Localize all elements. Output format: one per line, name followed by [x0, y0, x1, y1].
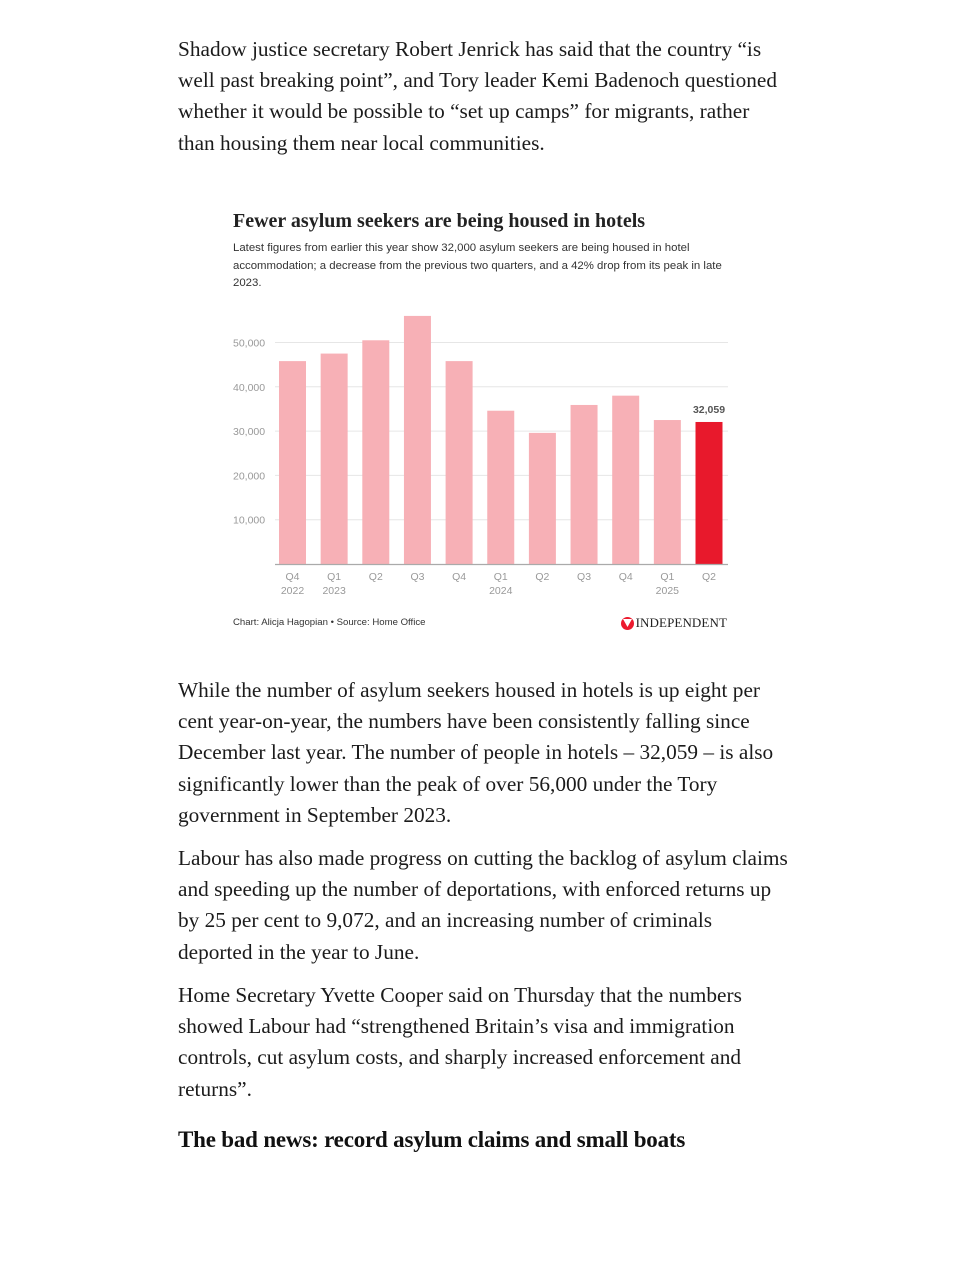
x-tick-year-label: 2024	[489, 585, 513, 597]
bar	[696, 422, 723, 564]
x-tick-label: Q4	[618, 571, 633, 583]
paragraph: Shadow justice secretary Robert Jenrick has said that the country “is well past breaking point”, and Tory leader Kemi Badenoch questioned whether it would be possible to “set up camps” for migrants, rather than housing them near local communities.	[178, 37, 777, 155]
y-tick-label: 50,000	[233, 337, 266, 350]
independent-eagle-icon	[621, 617, 634, 630]
bar	[321, 354, 348, 564]
paragraph: While the number of asylum seekers housed in hotels is up eight per cent year-on-year, the numbers have been consistently falling since December last year. The number of people in hotels – 32,059 – is also significantly lower than the peak of over 56,000 under the Tory government in September 2023.	[178, 678, 774, 827]
data-label: 32,059	[692, 403, 726, 416]
bar	[612, 396, 639, 564]
y-tick-label: 10,000	[233, 514, 266, 527]
y-tick-label: 30,000	[233, 426, 266, 439]
x-tick-label: Q3	[410, 571, 425, 583]
x-tick-label: Q2	[701, 571, 717, 583]
bar	[529, 433, 556, 564]
bar	[654, 420, 681, 564]
paragraph: Home Secretary Yvette Cooper said on Thursday that the numbers showed Labour had “strengthened Britain’s visa and immigration controls, cut asylum costs, and sharply increased enforcement and returns”.	[178, 983, 742, 1101]
brand-logo	[621, 615, 727, 631]
bar	[487, 411, 514, 564]
chart-title: Fewer asylum seekers are being housed in hotels	[233, 210, 646, 232]
brand-name: INDEPENDENT	[635, 615, 727, 630]
y-tick-label: 40,000	[233, 381, 266, 394]
x-tick-label: Q1	[660, 571, 675, 583]
chart-credit: Chart: Alicja Hagopian • Source: Home Office	[233, 617, 426, 628]
bar	[404, 316, 431, 564]
bar	[571, 405, 598, 564]
x-tick-label: Q3	[577, 571, 592, 583]
x-tick-label: Q1	[493, 571, 508, 583]
x-tick-label: Q2	[535, 571, 550, 583]
x-tick-label: Q4	[285, 571, 300, 583]
x-tick-year-label: 2023	[322, 585, 346, 597]
bar-chart	[233, 206, 733, 636]
paragraph: Labour has also made progress on cutting the backlog of asylum claims and speeding up the number of deportations, with enforced returns up by 25 per cent to 9,072, and an increasing number of criminals deported in the year to June.	[178, 846, 788, 964]
section-subheading: The bad news: record asylum claims and small boats	[178, 1127, 686, 1152]
bar	[279, 361, 306, 564]
chart-subtitle: Latest figures from earlier this year show 32,000 asylum seekers are being housed in hotel accommodation; a decrease from the previous two quarters, and a 42% drop from its peak in late 2023.	[233, 242, 722, 289]
x-tick-year-label: 2022	[280, 585, 305, 597]
y-tick-label: 20,000	[233, 470, 266, 483]
x-tick-label: Q2	[368, 571, 383, 583]
bar	[446, 361, 473, 564]
bar	[362, 340, 389, 564]
x-tick-year-label: 2025	[655, 585, 680, 597]
x-tick-label: Q1	[327, 571, 342, 583]
chart-plot	[233, 206, 733, 636]
x-tick-label: Q4	[452, 571, 467, 583]
